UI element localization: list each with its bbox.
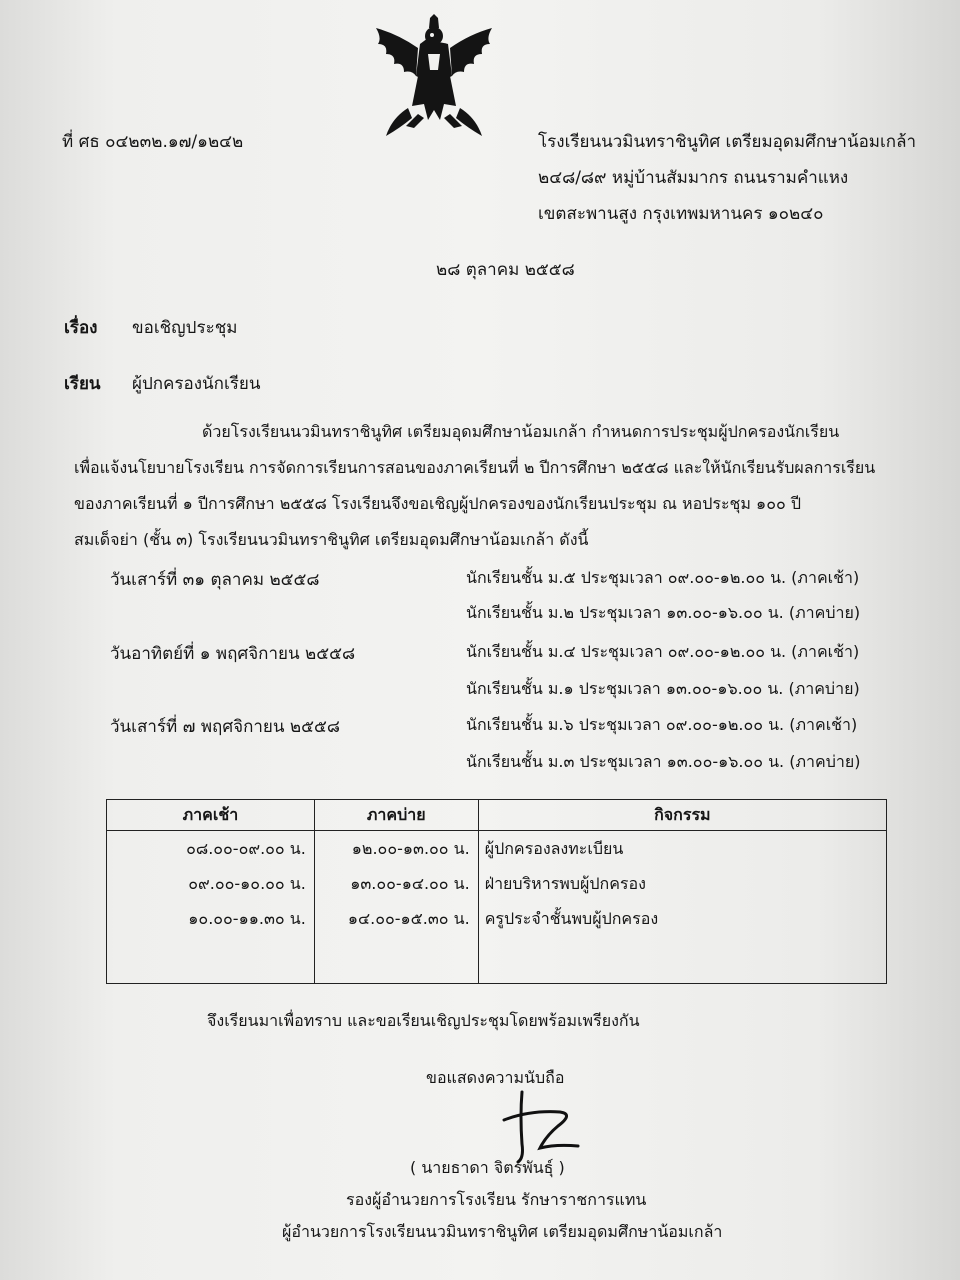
letter-date: ๒๘ ตุลาคม ๒๕๕๘ <box>436 260 575 280</box>
regards-line: ขอแสดงความนับถือ <box>426 1068 565 1087</box>
body-paragraph <box>74 420 930 560</box>
table-header-row <box>107 800 887 831</box>
recipient-label: เรียน <box>64 374 101 394</box>
table-cell: ๑๐.๐๐-๑๑.๓๐ น. <box>188 909 306 928</box>
schedule-item: นักเรียนชั้น ม.๔ ประชุมเวลา ๐๙.๐๐-๑๒.๐๐ น. (ภาคเช้า) <box>466 642 860 661</box>
activities-cell <box>478 831 886 984</box>
schedule-day: วันเสาร์ที่ ๗ พฤศจิกายน ๒๕๕๘ <box>110 717 340 737</box>
header-morning: ภาคเช้า <box>107 800 315 831</box>
morning-times-cell <box>107 831 315 984</box>
subject-text: ขอเชิญประชุม <box>132 318 238 338</box>
body-line: เพื่อแจ้งนโยบายโรงเรียน การจัดการเรียนการสอนของภาคเรียนที่ ๒ ปีการศึกษา ๒๕๕๘ และให้นักเรียนรับผลการเรียน <box>74 458 876 477</box>
header-afternoon: ภาคบ่าย <box>314 800 478 831</box>
sender-school-name: โรงเรียนนวมินทราชินูทิศ เตรียมอุดมศึกษาน้อมเกล้า <box>538 132 917 152</box>
sender-district-line: เขตสะพานสูง กรุงเทพมหานคร ๑๐๒๔๐ <box>538 204 824 224</box>
afternoon-times-cell <box>314 831 478 984</box>
signature-icon <box>500 1086 590 1166</box>
closing-sentence: จึงเรียนมาเพื่อทราบ และขอเรียนเชิญประชุมโดยพร้อมเพรียงกัน <box>207 1011 640 1030</box>
body-line: ด้วยโรงเรียนนวมินทราชินูทิศ เตรียมอุดมศึกษาน้อมเกล้า กำหนดการประชุมผู้ปกครองนักเรียน <box>202 422 840 441</box>
table-cell: ผู้ปกครองลงทะเบียน <box>484 839 624 858</box>
table-cell: ๑๔.๐๐-๑๕.๓๐ น. <box>347 909 470 928</box>
table-cell: ๑๓.๐๐-๑๔.๐๐ น. <box>350 874 470 893</box>
signatory-name: ( นายธาดา จิตรพันธุ์ ) <box>410 1158 565 1177</box>
subject-label: เรื่อง <box>64 318 98 338</box>
schedule-item: นักเรียนชั้น ม.๓ ประชุมเวลา ๑๓.๐๐-๑๖.๐๐ น. (ภาคบ่าย) <box>466 752 861 771</box>
table-cell: ครูประจำชั้นพบผู้ปกครอง <box>484 909 659 928</box>
table-cell: ๑๒.๐๐-๑๓.๐๐ น. <box>351 839 470 858</box>
schedule-item: นักเรียนชั้น ม.๒ ประชุมเวลา ๑๓.๐๐-๑๖.๐๐ น. (ภาคบ่าย) <box>466 603 861 622</box>
schedule-item: นักเรียนชั้น ม.๖ ประชุมเวลา ๐๙.๐๐-๑๒.๐๐ น. (ภาคเช้า) <box>466 715 858 734</box>
signatory-position: ผู้อำนวยการโรงเรียนนวมินทราชินูทิศ เตรียมอุดมศึกษาน้อมเกล้า <box>282 1222 723 1241</box>
table-cell: ๐๘.๐๐-๐๙.๐๐ น. <box>186 839 306 858</box>
garuda-emblem-icon <box>368 14 500 140</box>
sender-address-line: ๒๔๘/๘๙ หมู่บ้านสัมมากร ถนนรามคำแหง <box>538 168 849 188</box>
schedule-day: วันอาทิตย์ที่ ๑ พฤศจิกายน ๒๕๕๘ <box>110 644 356 664</box>
signatory-title: รองผู้อำนวยการโรงเรียน รักษาราชการแทน <box>346 1190 647 1209</box>
body-line: ของภาคเรียนที่ ๑ ปีการศึกษา ๒๕๕๘ โรงเรียนจึงขอเชิญผู้ปกครองของนักเรียนประชุม ณ หอประชุม ๑๐๐ ปี <box>74 494 801 513</box>
table-body-row <box>107 831 887 984</box>
table-cell: ฝ่ายบริหารพบผู้ปกครอง <box>484 874 646 893</box>
table-cell: ๐๙.๐๐-๑๐.๐๐ น. <box>188 874 306 893</box>
schedule-day: วันเสาร์ที่ ๓๑ ตุลาคม ๒๕๕๘ <box>110 570 320 590</box>
recipient-text: ผู้ปกครองนักเรียน <box>132 374 261 394</box>
header-activity: กิจกรรม <box>478 800 886 831</box>
schedule-item: นักเรียนชั้น ม.๕ ประชุมเวลา ๐๙.๐๐-๑๒.๐๐ น. (ภาคเช้า) <box>466 568 860 587</box>
reference-number: ที่ ศธ ๐๔๒๓๒.๑๗/๑๒๔๒ <box>62 132 244 152</box>
schedule-item: นักเรียนชั้น ม.๑ ประชุมเวลา ๑๓.๐๐-๑๖.๐๐ น. (ภาคบ่าย) <box>466 679 860 698</box>
body-line: สมเด็จย่า (ชั้น ๓) โรงเรียนนวมินทราชินูทิศ เตรียมอุดมศึกษาน้อมเกล้า ดังนี้ <box>74 530 589 549</box>
activity-table <box>106 799 887 984</box>
